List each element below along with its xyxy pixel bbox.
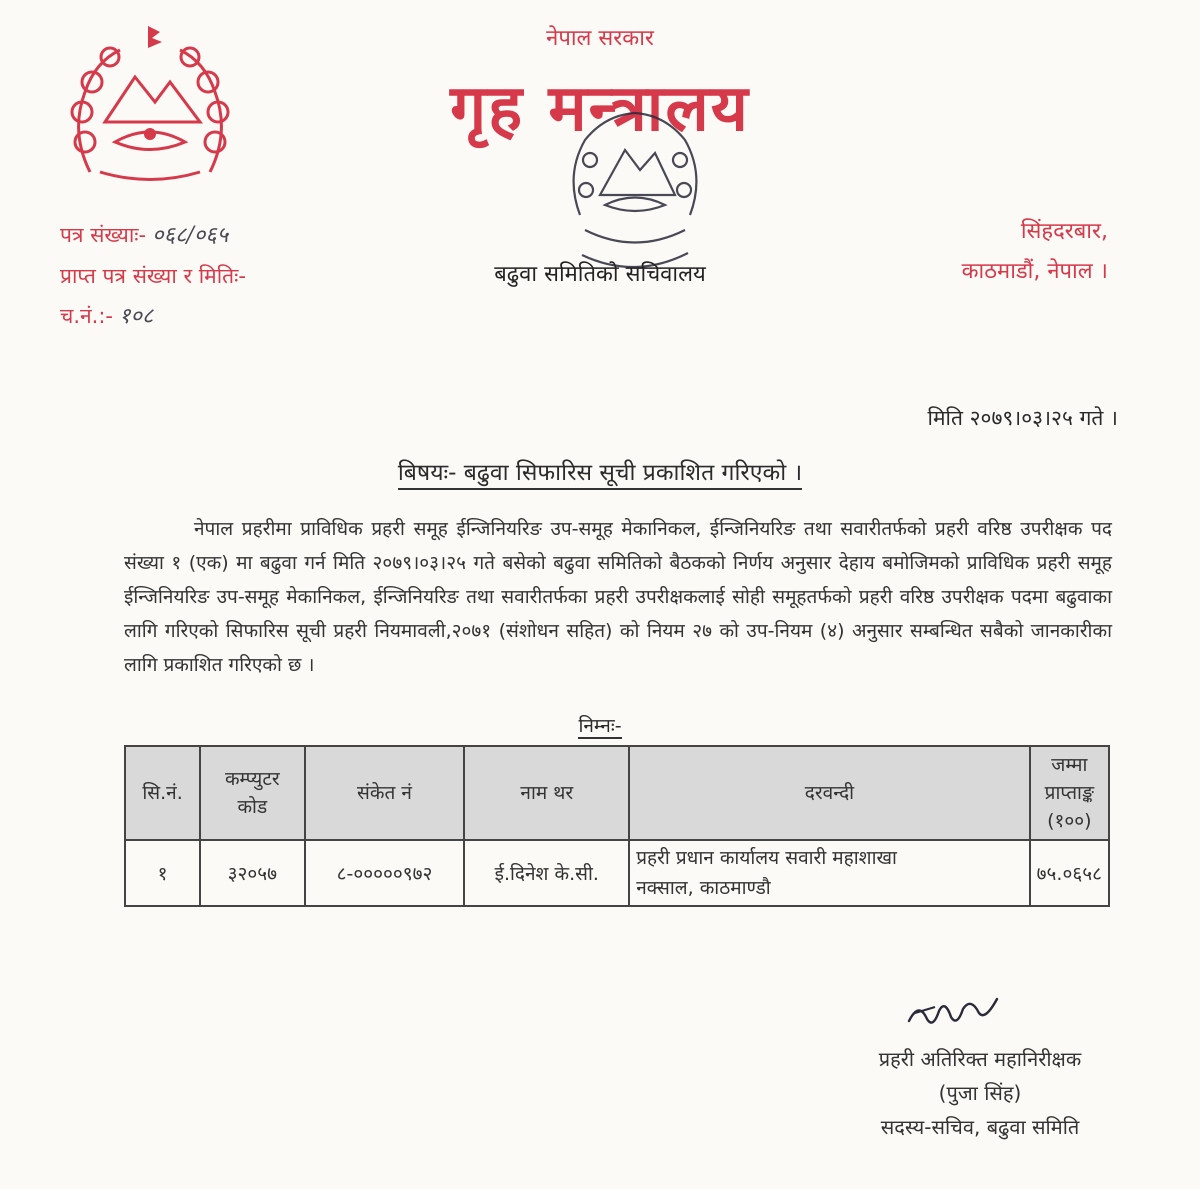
signature-icon	[905, 993, 1000, 1033]
letter-number-value: ०६८/०६५	[152, 223, 229, 248]
header-code-number: संकेत नं	[305, 746, 465, 840]
signatory-title: प्रहरी अतिरिक्त महानिरीक्षक	[878, 1047, 1082, 1071]
signatory-role: सदस्य-सचिव, बढुवा समिति	[880, 1115, 1080, 1139]
cell-code-number: ८-०००००९७२	[305, 840, 465, 906]
cell-office-line2: नक्साल, काठमाण्डौ	[636, 877, 771, 899]
cell-name: ई.दिनेश के.सी.	[464, 840, 629, 906]
dispatch-number-label: च.नं.:-	[60, 304, 113, 328]
signatory-block	[820, 1042, 1140, 1144]
reference-block	[60, 215, 246, 337]
letter-date: मिति २०७९।०३।२५ गते ।	[927, 406, 1118, 430]
ministry-stamp-icon	[560, 105, 710, 275]
header-computer-code	[200, 746, 304, 840]
dispatch-number-row	[60, 296, 246, 337]
signatory-name: (पुजा सिंह)	[938, 1081, 1022, 1105]
header-score-line1: जम्मा	[1051, 754, 1088, 776]
received-letter-label: प्राप्त पत्र संख्या र मितिः-	[60, 264, 246, 288]
header-serial: सि.नं.	[125, 746, 200, 840]
address-line-2: काठमाडौं, नेपाल ।	[961, 259, 1108, 284]
subject-text: बिषयः- बढुवा सिफारिस सूची प्रकाशित गरिएको ।	[398, 460, 802, 490]
office-address	[962, 212, 1108, 292]
table-row	[125, 840, 1109, 906]
header-computer-code-line1: कम्प्युटर	[224, 768, 280, 790]
cell-score: ७५.०६५८	[1030, 840, 1109, 906]
cell-office-line1: प्रहरी प्रधान कार्यालय सवारी महाशाखा	[636, 847, 897, 869]
secretariat-heading: बढुवा समितिको सचिवालय	[494, 262, 706, 287]
cell-office	[629, 840, 1029, 906]
header-score-line3: (१००)	[1047, 810, 1092, 832]
ministry-title: गृह मन्त्रालय	[450, 72, 750, 146]
received-letter-row	[60, 256, 246, 296]
header-score	[1030, 746, 1109, 840]
government-heading: नेपाल सरकार	[546, 26, 654, 51]
cell-serial: १	[125, 840, 200, 906]
recommendation-table	[124, 745, 1110, 907]
dispatch-number-value: १०८	[119, 304, 154, 329]
nepal-emblem-icon	[60, 22, 240, 192]
letter-number-row	[60, 215, 246, 256]
following-label	[0, 712, 1200, 738]
table-header-row	[125, 746, 1109, 840]
header-name: नाम थर	[464, 746, 629, 840]
header-score-line2: प्राप्ताङ्क	[1044, 782, 1095, 804]
body-paragraph: नेपाल प्रहरीमा प्राविधिक प्रहरी समूह ईन्जिनियरिङ उप-समूह मेकानिकल, ईन्जिनियरिङ तथा सवारीतर्फको प्रहरी वरिष्ठ उपरीक्षक पद संख्या १ (एक) मा बढुवा गर्न मिति २०७९।०३।२५ गते बसेको बढुवा समितिको बैठकको निर्णय अनुसार देहाय बमोजिमको प्राविधिक प्रहरी समूह ईन्जिनियरिङ उप-समूह मेकानिकल, ईन्जिनियरिङ तथा सवारीतर्फका प्रहरी उपरीक्षकलाई सोही समूहतर्फको प्रहरी वरिष्ठ उपरीक्षक पदमा बढुवाका लागि गरिएको सिफारिस सूची प्रहरी नियमावली,२०७१ (संशोधन सहित) को नियम २७ को उप-नियम (४) अनुसार सम्बन्धित सबैको जानकारीका लागि प्रकाशित गरिएको छ ।	[124, 518, 1112, 676]
header-computer-code-line2: कोड	[237, 796, 268, 818]
letter-number-label: पत्र संख्याः-	[60, 223, 147, 247]
following-text: निम्नः-	[578, 715, 622, 737]
subject-line	[0, 455, 1200, 487]
cell-computer-code: ३२०५७	[200, 840, 304, 906]
address-line-1: सिंहदरबार,	[1020, 219, 1108, 244]
header-office: दरवन्दी	[629, 746, 1029, 840]
